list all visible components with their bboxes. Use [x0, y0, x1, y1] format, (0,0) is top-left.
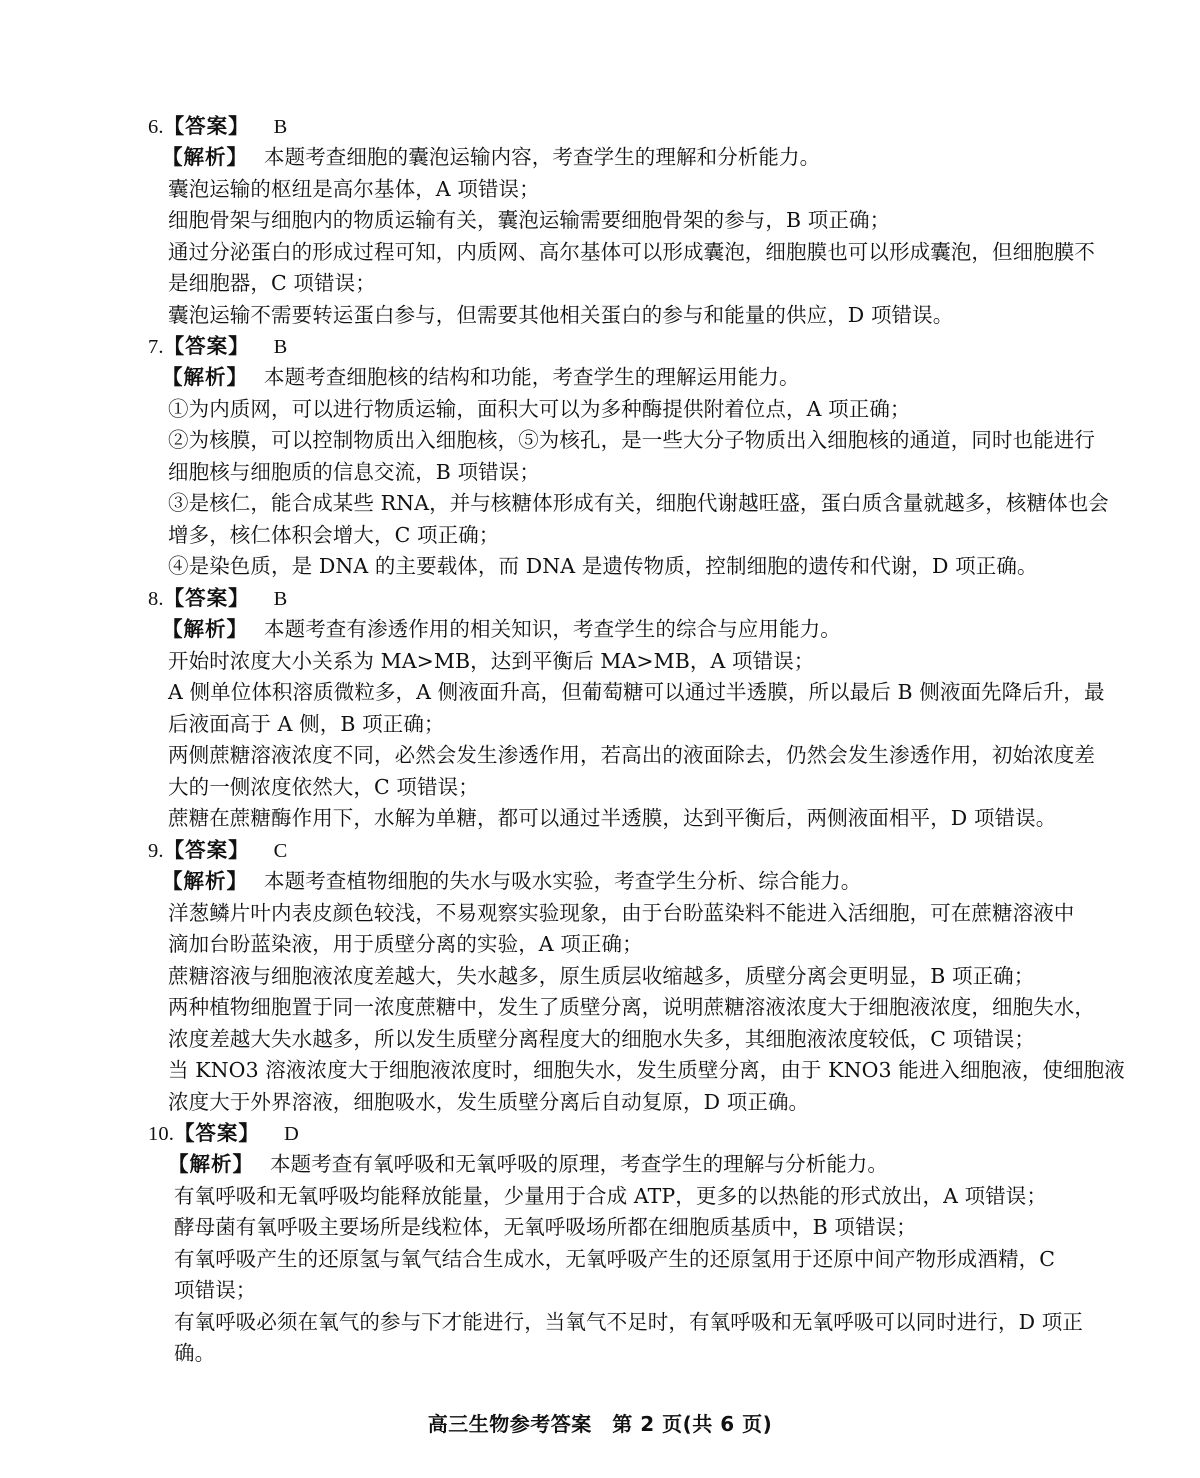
analysis-intro: 本题考查细胞核的结构和功能，考查学生的理解运用能力。 [264, 365, 800, 390]
analysis-line-text: ①为内质网，可以进行物质运输，面积大可以为多种酶提供附着位点，A 项正确； [168, 396, 911, 421]
analysis-line [168, 427, 1095, 453]
page-footer: 高三生物参考答案 第 2 页(共 6 页) [427, 1412, 773, 1436]
answer-tag: 【答案】 [163, 586, 250, 610]
analysis-line [168, 679, 1105, 705]
answer-row [148, 837, 287, 864]
answer-letter: B [273, 336, 288, 358]
analysis-line-text: 是细胞器，C 项错误； [168, 271, 376, 296]
analysis-line [168, 459, 540, 485]
analysis-line-text: 确。 [174, 1341, 216, 1366]
analysis-line [174, 1183, 1047, 1209]
analysis-line-text: 酵母菌有氧呼吸主要场所是线粒体，无氧呼吸场所都在细胞质基质中，B 项错误； [174, 1215, 917, 1240]
question-number: 7. [148, 336, 164, 358]
analysis-line-text: 细胞核与细胞质的信息交流，B 项错误； [168, 459, 540, 484]
analysis-tag: 【解析】 [162, 365, 248, 390]
analysis-line-text: ②为核膜，可以控制物质出入细胞核，⑤为核孔，是一些大分子物质出入细胞核的通道，同时也能进行 [168, 428, 1095, 453]
analysis-line [174, 1309, 1083, 1335]
analysis-row [162, 616, 841, 642]
analysis-line-text: 两种植物细胞置于同一浓度蔗糖中，发生了质壁分离，说明蔗糖溶液浓度大于细胞液浓度，细胞失水， [168, 995, 1095, 1020]
analysis-line [168, 270, 376, 296]
analysis-line [168, 711, 445, 737]
analysis-line [168, 1057, 1125, 1083]
answer-tag: 【答案】 [163, 114, 250, 138]
analysis-line [168, 522, 499, 548]
analysis-line [168, 1089, 809, 1115]
analysis-line-text: 有氧呼吸产生的还原氢与氧气结合生成水，无氧呼吸产生的还原氢用于还原中间产物形成酒精，C [174, 1246, 1055, 1271]
analysis-line [174, 1340, 215, 1366]
analysis-line-text: 增多，核仁体积会增大，C 项正确； [168, 522, 500, 547]
analysis-line [168, 1026, 1035, 1052]
analysis-line-text: 开始时浓度大小关系为 MA>MB，达到平衡后 MA>MB，A 项错误； [168, 648, 815, 673]
analysis-intro: 本题考查植物细胞的失水与吸水实验，考查学生分析、综合能力。 [264, 869, 862, 894]
analysis-line [168, 239, 1095, 265]
analysis-intro: 本题考查有渗透作用的相关知识，考查学生的综合与应用能力。 [264, 617, 841, 642]
analysis-line-text: 囊泡运输不需要转运蛋白参与，但需要其他相关蛋白的参与和能量的供应，D 项错误。 [168, 302, 954, 327]
analysis-line-text: 项错误； [174, 1278, 257, 1303]
analysis-tag: 【解析】 [162, 145, 248, 170]
answer-tag: 【答案】 [163, 334, 250, 358]
question-number: 6. [148, 116, 164, 138]
analysis-line-text: 通过分泌蛋白的形成过程可知，内质网、高尔基体可以形成囊泡，细胞膜也可以形成囊泡，但细胞膜不 [168, 239, 1095, 264]
analysis-line [168, 553, 1038, 579]
analysis-line [168, 774, 479, 800]
analysis-line [168, 900, 1074, 926]
analysis-tag: 【解析】 [168, 1152, 254, 1177]
analysis-intro: 本题考查有氧呼吸和无氧呼吸的原理，考查学生的理解与分析能力。 [270, 1152, 888, 1177]
analysis-tag: 【解析】 [162, 869, 248, 894]
analysis-line-text: 浓度大于外界溶液，细胞吸水，发生质壁分离后自动复原，D 项正确。 [168, 1089, 810, 1114]
analysis-line [168, 490, 1109, 516]
analysis-line [174, 1277, 256, 1303]
analysis-line-text: 囊泡运输的枢纽是高尔基体，A 项错误； [168, 176, 540, 201]
analysis-intro: 本题考查细胞的囊泡运输内容，考查学生的理解和分析能力。 [264, 145, 821, 170]
analysis-line-text: A 侧单位体积溶质微粒多，A 侧液面升高，但葡萄糖可以通过半透膜，所以最后 B 侧液面先降后升，最 [168, 680, 1105, 705]
analysis-line-text: 蔗糖在蔗糖酶作用下，水解为单糖，都可以通过半透膜，达到平衡后，两侧液面相平，D 项错误。 [168, 806, 1057, 831]
analysis-line-text: 浓度差越大失水越多，所以发生质壁分离程度大的细胞水失多，其细胞液浓度较低，C 项错误； [168, 1026, 1035, 1051]
answer-tag: 【答案】 [163, 838, 250, 862]
analysis-line-text: 后液面高于 A 侧，B 项正确； [168, 711, 445, 736]
analysis-line [168, 742, 1095, 768]
answer-row [148, 585, 287, 612]
answer-letter: C [273, 840, 288, 862]
analysis-row [168, 1151, 888, 1177]
analysis-line [168, 176, 540, 202]
analysis-line-text: 洋葱鳞片叶内表皮颜色较浅，不易观察实验现象，由于台盼蓝染料不能进入活细胞，可在蔗糖溶液中 [168, 900, 1075, 925]
analysis-row [162, 364, 800, 390]
answer-letter: B [273, 588, 288, 610]
analysis-line [168, 963, 1034, 989]
analysis-line-text: ④是染色质，是 DNA 的主要载体，而 DNA 是遗传物质，控制细胞的遗传和代谢，D 项正确。 [168, 554, 1038, 579]
answer-row [148, 333, 287, 360]
question-number: 9. [148, 840, 164, 862]
analysis-line [174, 1214, 917, 1240]
analysis-line [168, 931, 643, 957]
analysis-row [162, 868, 861, 894]
analysis-line-text: 大的一侧浓度依然大，C 项错误； [168, 774, 479, 799]
analysis-line-text: 蔗糖溶液与细胞液浓度差越大，失水越多，原生质层收缩越多，质壁分离会更明显，B 项正确； [168, 963, 1035, 988]
analysis-line [168, 302, 953, 328]
answer-row [148, 113, 287, 140]
analysis-row [162, 144, 820, 170]
analysis-line-text: 当 KNO3 溶液浓度大于细胞液浓度时，细胞失水，发生质壁分离，由于 KNO3 能进入细胞液，使细胞液 [168, 1058, 1125, 1083]
analysis-line [174, 1246, 1055, 1272]
answer-row [148, 1120, 299, 1147]
answer-letter: D [283, 1123, 299, 1145]
analysis-line [168, 396, 911, 422]
analysis-line [168, 207, 890, 233]
analysis-line-text: 有氧呼吸和无氧呼吸均能释放能量，少量用于合成 ATP，更多的以热能的形式放出，A 项错误； [174, 1183, 1047, 1208]
answer-letter: B [273, 116, 288, 138]
analysis-line [168, 648, 814, 674]
analysis-line-text: 两侧蔗糖溶液浓度不同，必然会发生渗透作用，若高出的液面除去，仍然会发生渗透作用，初始浓度差 [168, 743, 1095, 768]
analysis-line-text: 滴加台盼蓝染液，用于质壁分离的实验，A 项正确； [168, 932, 643, 957]
answer-tag: 【答案】 [173, 1121, 260, 1145]
analysis-line-text: 细胞骨架与细胞内的物质运输有关，囊泡运输需要细胞骨架的参与，B 项正确； [168, 208, 891, 233]
question-number: 8. [148, 588, 164, 610]
analysis-tag: 【解析】 [162, 617, 248, 642]
analysis-line-text: ③是核仁，能合成某些 RNA，并与核糖体形成有关，细胞代谢越旺盛，蛋白质含量就越多，核糖体也会 [168, 491, 1109, 516]
analysis-line [168, 994, 1095, 1020]
question-number: 10. [148, 1123, 174, 1145]
analysis-line-text: 有氧呼吸必须在氧气的参与下才能进行，当氧气不足时，有氧呼吸和无氧呼吸可以同时进行，D 项正 [174, 1309, 1083, 1334]
analysis-line [168, 805, 1056, 831]
